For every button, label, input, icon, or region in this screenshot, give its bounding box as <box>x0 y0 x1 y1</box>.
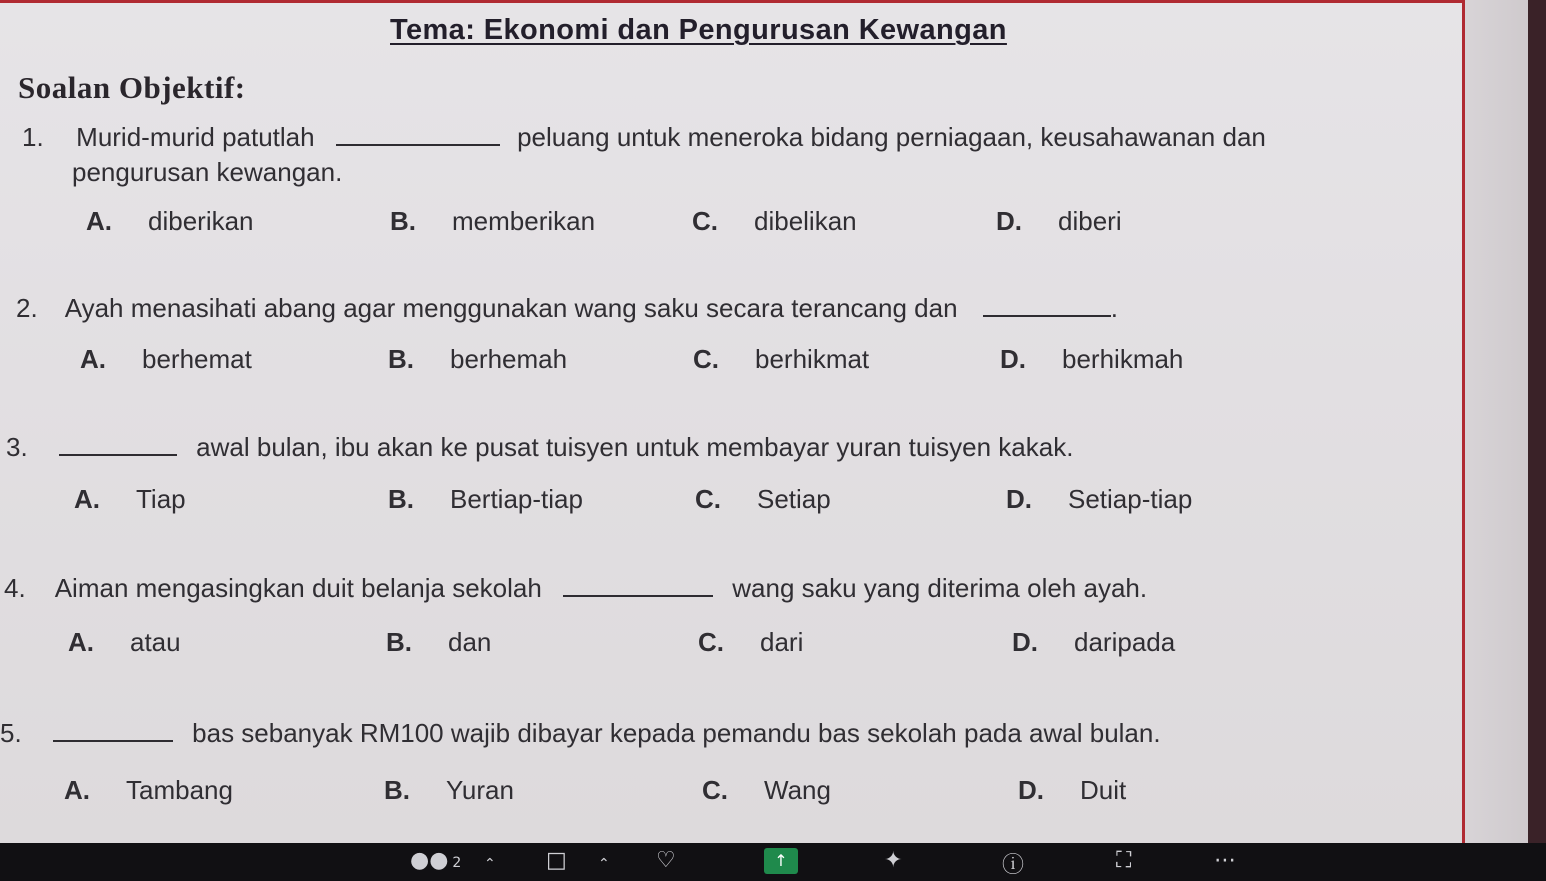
fullscreen-icon[interactable]: ⛶ <box>1116 848 1132 873</box>
question-text: Murid-murid patutlah <box>76 122 315 152</box>
question-text: Aiman mengasingkan duit belanja sekolah <box>54 573 542 603</box>
answer-blank <box>59 432 177 456</box>
question-text: peluang untuk meneroka bidang perniagaan, keusahawanan dan <box>517 122 1266 152</box>
option-b[interactable]: B. dan <box>386 627 492 657</box>
option-a[interactable]: A. diberikan <box>86 206 254 236</box>
question-3 <box>6 432 1073 463</box>
info-icon[interactable]: ⓘ <box>1002 853 1025 878</box>
heart-icon[interactable]: ♡ <box>656 848 676 873</box>
option-b[interactable]: B. berhemah <box>388 344 568 374</box>
red-border-top <box>0 0 1464 3</box>
answer-blank <box>563 573 713 597</box>
chevron-up-icon[interactable]: ⌃ <box>484 856 496 872</box>
more-icon[interactable]: ⋯ <box>1214 848 1236 873</box>
question-text: wang saku yang diterima oleh ayah. <box>732 573 1148 603</box>
question-text: awal bulan, ibu akan ke pusat tuisyen untuk membayar yuran tuisyen kakak. <box>196 432 1074 462</box>
answer-blank <box>336 122 500 146</box>
option-b[interactable]: B. Yuran <box>384 775 514 805</box>
option-d[interactable]: D. daripada <box>1012 627 1176 657</box>
sparkle-icon[interactable]: ✦ <box>884 848 903 873</box>
option-c[interactable]: C. Setiap <box>695 484 831 514</box>
option-d[interactable]: D. Duit <box>1018 775 1127 805</box>
chat-icon[interactable]: □ <box>546 848 567 873</box>
option-a[interactable]: A. Tiap <box>74 484 186 514</box>
share-icon[interactable]: ↑ <box>764 848 798 874</box>
question-number: 4. <box>4 573 26 603</box>
question-1-line2: pengurusan kewangan. <box>72 157 343 187</box>
option-b[interactable]: B. Bertiap-tiap <box>388 484 583 514</box>
question-number: 5. <box>0 718 22 748</box>
option-a[interactable]: A. Tambang <box>64 775 233 805</box>
answer-blank <box>53 718 173 742</box>
option-d[interactable]: D. berhikmah <box>1000 344 1184 374</box>
option-d[interactable]: D. diberi <box>996 206 1122 236</box>
question-text: Ayah menasihati abang agar menggunakan wang saku secara terancang dan <box>64 293 958 323</box>
chevron-up-icon[interactable]: ⌃ <box>598 856 610 872</box>
option-c[interactable]: C. dari <box>698 627 804 657</box>
option-c[interactable]: C. Wang <box>702 775 831 805</box>
question-text: bas sebanyak RM100 wajib dibayar kepada pemandu bas sekolah pada awal bulan. <box>192 718 1161 748</box>
option-b[interactable]: B. memberikan <box>390 206 596 236</box>
question-1 <box>22 122 1266 153</box>
worksheet-title: Tema: Ekonomi dan Pengurusan Kewangan <box>390 14 1007 46</box>
question-2 <box>16 293 1118 324</box>
people-icon[interactable]: ●● 2 <box>410 848 462 873</box>
question-period: . <box>1110 293 1118 323</box>
screen-edge <box>1528 0 1546 843</box>
page-margin <box>1465 0 1528 843</box>
question-5 <box>0 718 1161 749</box>
answer-blank <box>983 293 1111 317</box>
people-count: 2 <box>452 855 462 871</box>
section-heading: Soalan Objektif: <box>18 70 246 105</box>
question-4 <box>4 573 1147 604</box>
question-number: 3. <box>6 432 28 462</box>
question-number: 1. <box>22 122 44 152</box>
option-a[interactable]: A. atau <box>68 627 181 657</box>
option-c[interactable]: C. dibelikan <box>692 206 857 236</box>
option-a[interactable]: A. berhemat <box>80 344 252 374</box>
option-c[interactable]: C. berhikmat <box>693 344 870 374</box>
question-number: 2. <box>16 293 38 323</box>
option-d[interactable]: D. Setiap-tiap <box>1006 484 1193 514</box>
